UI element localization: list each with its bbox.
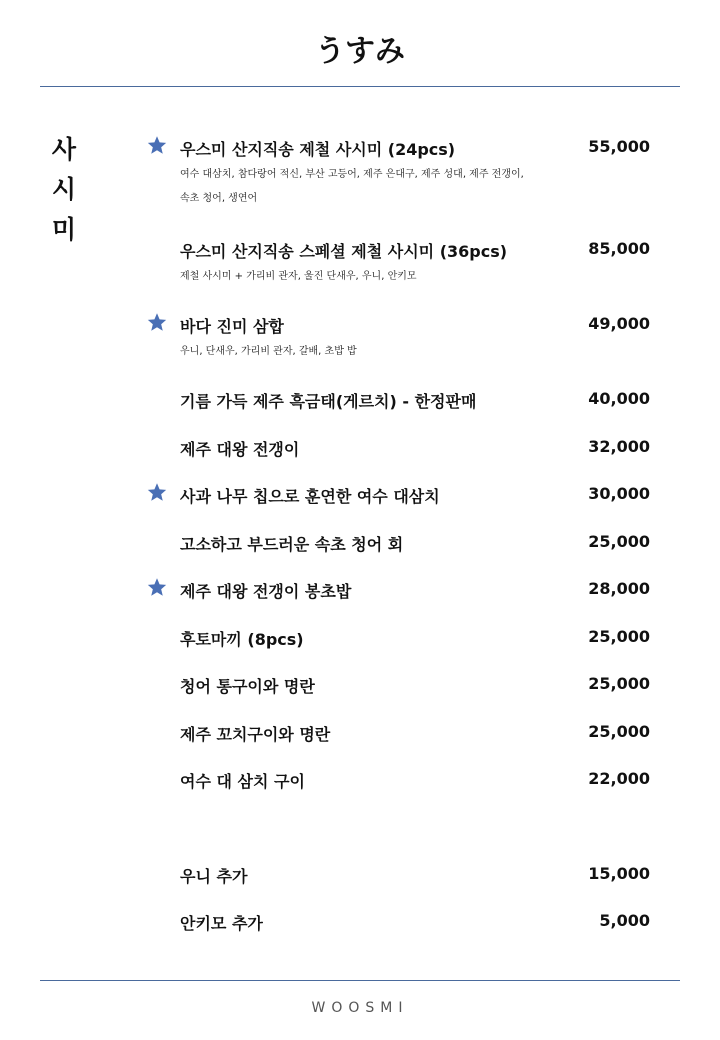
menu-item-price: 5,000 [599,911,650,930]
menu-item-price: 15,000 [588,864,650,883]
menu-item-name: 기름 가득 제주 흑금태(게르치) - 한정판매 [180,392,477,411]
menu-item-price: 22,000 [588,769,650,788]
menu-item-name: 제주 꼬치구이와 명란 [180,725,331,744]
menu-item-price: 30,000 [588,484,650,503]
menu-item-price: 49,000 [588,314,650,333]
bottom-divider [40,980,680,981]
menu-title: うすみ [315,34,405,69]
star-icon [147,135,167,155]
menu-item-name: 바다 진미 삼합 [180,317,284,336]
star-icon [147,482,167,502]
menu-item-name: 제주 대왕 전갱이 봉초밥 [180,582,352,601]
menu-item-description: 여수 대삼치, 참다랑어 적신, 부산 고등어, 제주 은대구, 제주 성대, 제주 전갱이, [180,169,524,180]
menu-item-name: 고소하고 부드러운 속초 청어 회 [180,535,404,554]
section-label-char: 사 [51,135,77,164]
menu-item-description: 우니, 단새우, 가리비 관자, 갈배, 초밥 밥 [180,346,357,357]
section-label-char: 미 [51,215,77,244]
menu-item-name: 우스미 산지직송 스페셜 제철 사시미 (36pcs) [180,242,508,261]
menu-item-name: 안키모 추가 [180,914,263,933]
menu-item-name: 우스미 산지직송 제철 사시미 (24pcs) [180,140,456,159]
menu-item-name: 후토마끼 (8pcs) [180,630,304,649]
menu-item-name: 제주 대왕 전갱이 [180,440,300,459]
menu-item-description: 제철 사시미 + 가리비 관자, 울진 단새우, 우니, 안키모 [180,271,417,282]
section-label-char: 시 [51,175,77,204]
menu-item-description: 속초 청어, 생연어 [180,193,258,204]
menu-item-price: 85,000 [588,239,650,258]
menu-item-price: 25,000 [588,532,650,551]
menu-item-price: 32,000 [588,437,650,456]
menu-item-name: 여수 대 삼치 구이 [180,772,305,791]
section-label-sashimi [50,130,78,250]
menu-item-name: 청어 통구이와 명란 [180,677,315,696]
menu-item-price: 25,000 [588,627,650,646]
menu-item-price: 25,000 [588,722,650,741]
top-divider [40,86,680,87]
star-icon [147,312,167,332]
menu-item-price: 55,000 [588,137,650,156]
star-icon [147,577,167,597]
menu-item-price: 40,000 [588,389,650,408]
menu-item-name: 우니 추가 [180,867,248,886]
menu-item-name: 사과 나무 칩으로 훈연한 여수 대삼치 [180,487,440,506]
footer-brand: WOOSMI [311,1000,409,1016]
menu-item-price: 28,000 [588,579,650,598]
menu-item-price: 25,000 [588,674,650,693]
